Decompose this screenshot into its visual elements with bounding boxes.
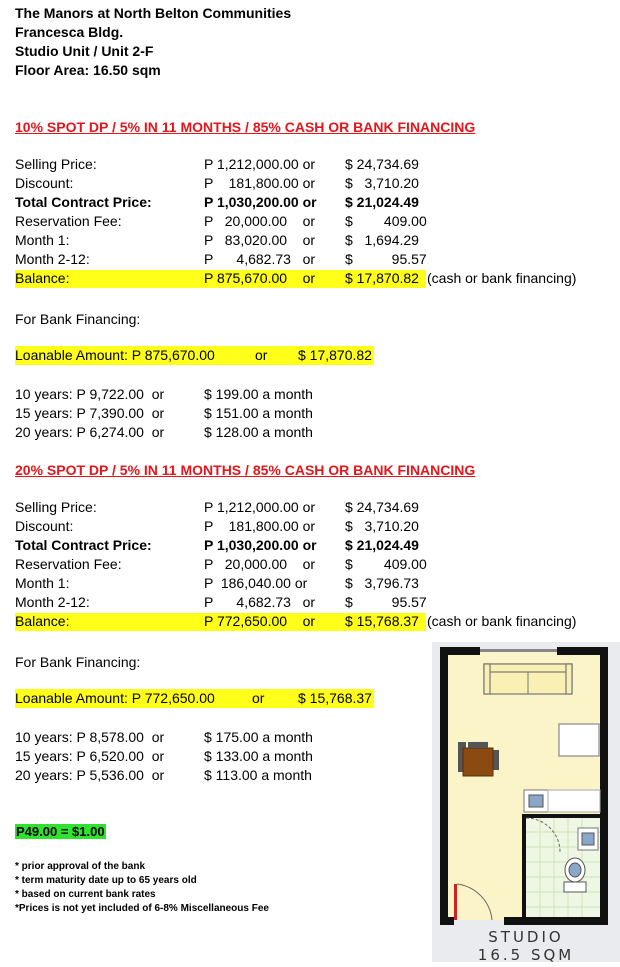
option1-term-20: 20 years: P 6,274.00 or: [15, 424, 165, 440]
row-label: Month 1:: [15, 232, 70, 248]
floor-plan-label-size: 16.5 SQM: [477, 946, 575, 964]
option1-term-10-usd: $ 199.00 a month: [204, 386, 313, 402]
note-misc-fee: *Prices is not yet included of 6-8% Miscellaneous Fee: [15, 903, 269, 914]
bathroom-sink-icon: [578, 828, 598, 850]
sink-icon: [524, 790, 548, 812]
row-usd: $ 24,734.69: [345, 156, 419, 172]
row-usd: $ 409.00: [345, 556, 427, 572]
row-usd: $ 21,024.49: [345, 194, 419, 210]
row-usd: $ 3,796.73: [345, 575, 419, 591]
floor-plan-label-type: STUDIO: [488, 928, 564, 946]
option2-term-15: 15 years: P 6,520.00 or: [15, 748, 165, 764]
row-php: P 772,650.00 or: [204, 613, 316, 629]
row-usd: $ 24,734.69: [345, 499, 419, 515]
row-usd: $ 95.57: [345, 594, 427, 610]
row-usd: $ 21,024.49: [345, 537, 419, 553]
option2-title: 20% SPOT DP / 5% IN 11 MONTHS / 85% CASH OR BANK FINANCING: [15, 462, 476, 478]
window-top: [480, 649, 557, 652]
row-note: (cash or bank financing): [427, 270, 577, 286]
unit-name: Studio Unit / Unit 2-F: [15, 43, 154, 59]
row-label: Balance:: [15, 613, 70, 629]
row-label: Total Contract Price:: [15, 537, 152, 553]
row-php: P 4,682.73 or: [204, 251, 316, 267]
row-label: Discount:: [15, 518, 74, 534]
wall-bottom-left: [440, 917, 454, 925]
note-maturity: * term maturity date up to 65 years old: [15, 875, 197, 886]
wall-top-right: [557, 647, 607, 655]
option1-term-15-usd: $ 151.00 a month: [204, 405, 313, 421]
row-label: Reservation Fee:: [15, 213, 122, 229]
row-label: Month 2-12:: [15, 594, 90, 610]
row-usd: $ 3,710.20: [345, 518, 419, 534]
option1-term-10: 10 years: P 9,722.00 or: [15, 386, 165, 402]
option2-loanable-usd: $ 15,768.37: [298, 690, 372, 706]
floor-area: Floor Area: 16.50 sqm: [15, 62, 161, 78]
option1-term-15: 15 years: P 7,390.00 or: [15, 405, 165, 421]
row-label: Discount:: [15, 175, 74, 191]
row-php: P 1,030,200.00 or: [204, 537, 317, 553]
option2-loanable-or: or: [252, 690, 265, 706]
bathroom-wall-top: [522, 814, 600, 818]
option1-title: 10% SPOT DP / 5% IN 11 MONTHS / 85% CASH OR BANK FINANCING: [15, 119, 476, 135]
sofa-icon: [484, 664, 572, 694]
option2-term-20: 20 years: P 5,536.00 or: [15, 767, 165, 783]
wall-right: [600, 647, 608, 922]
option1-loanable-or: or: [255, 347, 268, 363]
row-usd: $ 95.57: [345, 251, 427, 267]
kitchen-counter: [548, 790, 600, 812]
option1-loanable-label: Loanable Amount: P 875,670.00: [15, 347, 215, 363]
option2-term-20-usd: $ 113.00 a month: [204, 767, 312, 783]
row-php: P 20,000.00 or: [204, 556, 316, 572]
row-php: P 181,800.00 or: [204, 518, 316, 534]
project-name: The Manors at North Belton Communities: [15, 5, 292, 21]
row-php: P 186,040.00 or: [204, 575, 308, 591]
row-php: P 20,000.00 or: [204, 213, 316, 229]
row-usd: $ 3,710.20: [345, 175, 419, 191]
row-label: Month 1:: [15, 575, 70, 591]
row-label: Month 2-12:: [15, 251, 90, 267]
row-php: P 181,800.00 or: [204, 175, 316, 191]
option2-term-10: 10 years: P 8,578.00 or: [15, 729, 165, 745]
floor-plan-drawing: [432, 642, 620, 962]
option2-loanable-label: Loanable Amount: P 772,650.00: [15, 690, 215, 706]
row-label: Total Contract Price:: [15, 194, 152, 210]
floor-plan: [432, 642, 620, 962]
row-php: P 4,682.73 or: [204, 594, 316, 610]
option2-term-15-usd: $ 133.00 a month: [204, 748, 313, 764]
row-php: P 1,212,000.00 or: [204, 156, 316, 172]
row-usd: $ 409.00: [345, 213, 427, 229]
row-label: Balance:: [15, 270, 70, 286]
toilet-icon: [564, 858, 586, 892]
row-php: P 875,670.00 or: [204, 270, 316, 286]
row-label: Selling Price:: [15, 499, 97, 515]
wall-bottom-right: [504, 917, 608, 925]
option1-term-20-usd: $ 128.00 a month: [204, 424, 313, 440]
wall-left: [440, 647, 448, 922]
row-usd: $ 1,694.29: [345, 232, 419, 248]
bathroom-wall-left: [522, 814, 526, 918]
row-php: P 83,020.00 or: [204, 232, 316, 248]
note-approval: * prior approval of the bank: [15, 861, 146, 872]
option2-bank-label: For Bank Financing:: [15, 654, 141, 670]
row-usd: $ 15,768.37: [345, 613, 419, 629]
building-name: Francesca Bldg.: [15, 24, 124, 40]
row-php: P 1,030,200.00 or: [204, 194, 317, 210]
note-rates: * based on current bank rates: [15, 889, 156, 900]
counter-icon: [559, 724, 599, 756]
option1-loanable-usd: $ 17,870.82: [298, 347, 372, 363]
row-php: P 1,212,000.00 or: [204, 499, 316, 515]
row-label: Reservation Fee:: [15, 556, 122, 572]
option1-bank-label: For Bank Financing:: [15, 311, 141, 327]
exchange-rate: P49.00 = $1.00: [16, 824, 105, 839]
row-usd: $ 17,870.82: [345, 270, 419, 286]
row-label: Selling Price:: [15, 156, 97, 172]
option2-term-10-usd: $ 175.00 a month: [204, 729, 313, 745]
row-note: (cash or bank financing): [427, 613, 577, 629]
wall-top-left: [440, 647, 480, 655]
